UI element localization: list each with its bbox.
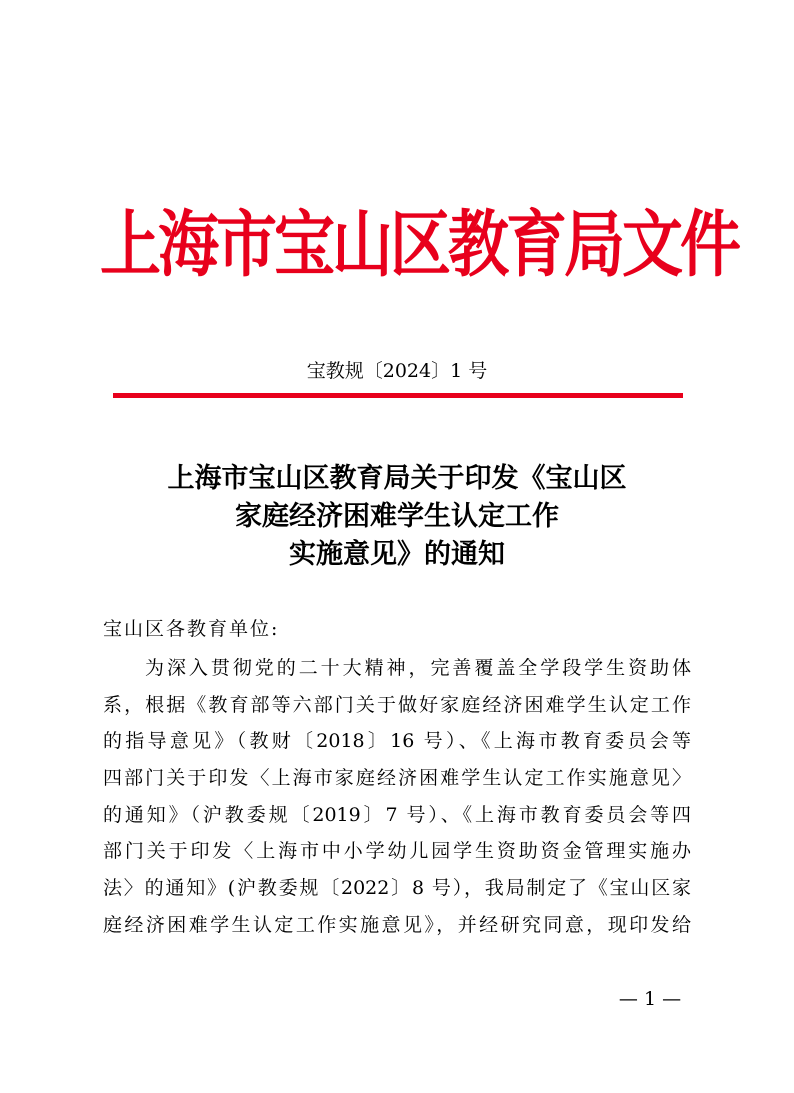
notice-title-line: 实施意见》的通知	[289, 539, 505, 570]
body-line: 为深入贯彻党的二十大精神，完善覆盖全学段学生资助体	[145, 657, 691, 679]
body-line: 法〉的通知》(沪教委规〔2022〕8 号），我局制定了《宝山区家	[103, 877, 691, 900]
body-paragraph	[103, 650, 693, 944]
body-line: 四部门关于印发〈上海市家庭经济困难学生认定工作实施意见〉	[103, 767, 691, 790]
body-line: 系，根据《教育部等六部门关于做好家庭经济困难学生认定工作	[103, 693, 691, 716]
red-separator-line	[113, 393, 683, 398]
salutation: 宝山区各教育单位:	[103, 618, 280, 640]
page-number: — 1 —	[618, 988, 682, 1010]
notice-title-line: 上海市宝山区教育局关于印发《宝山区	[167, 463, 627, 494]
notice-title-line: 家庭经济困难学生认定工作	[235, 501, 559, 532]
document-header-title: 上海市宝山区教育局文件	[100, 203, 739, 288]
notice-title	[80, 460, 714, 574]
body-line: 部门关于印发〈上海市中小学幼儿园学生资助资金管理实施办	[103, 840, 691, 863]
body-line: 的指导意见》（教财〔2018〕16 号）、《上海市教育委员会等	[103, 730, 691, 753]
body-line: 庭经济困难学生认定工作实施意见》，并经研究同意，现印发给	[103, 913, 691, 936]
document-number: 宝教规〔2024〕1 号	[306, 360, 488, 382]
body-line: 的通知》（沪教委规〔2019〕7 号）、《上海市教育委员会等四	[103, 803, 691, 826]
